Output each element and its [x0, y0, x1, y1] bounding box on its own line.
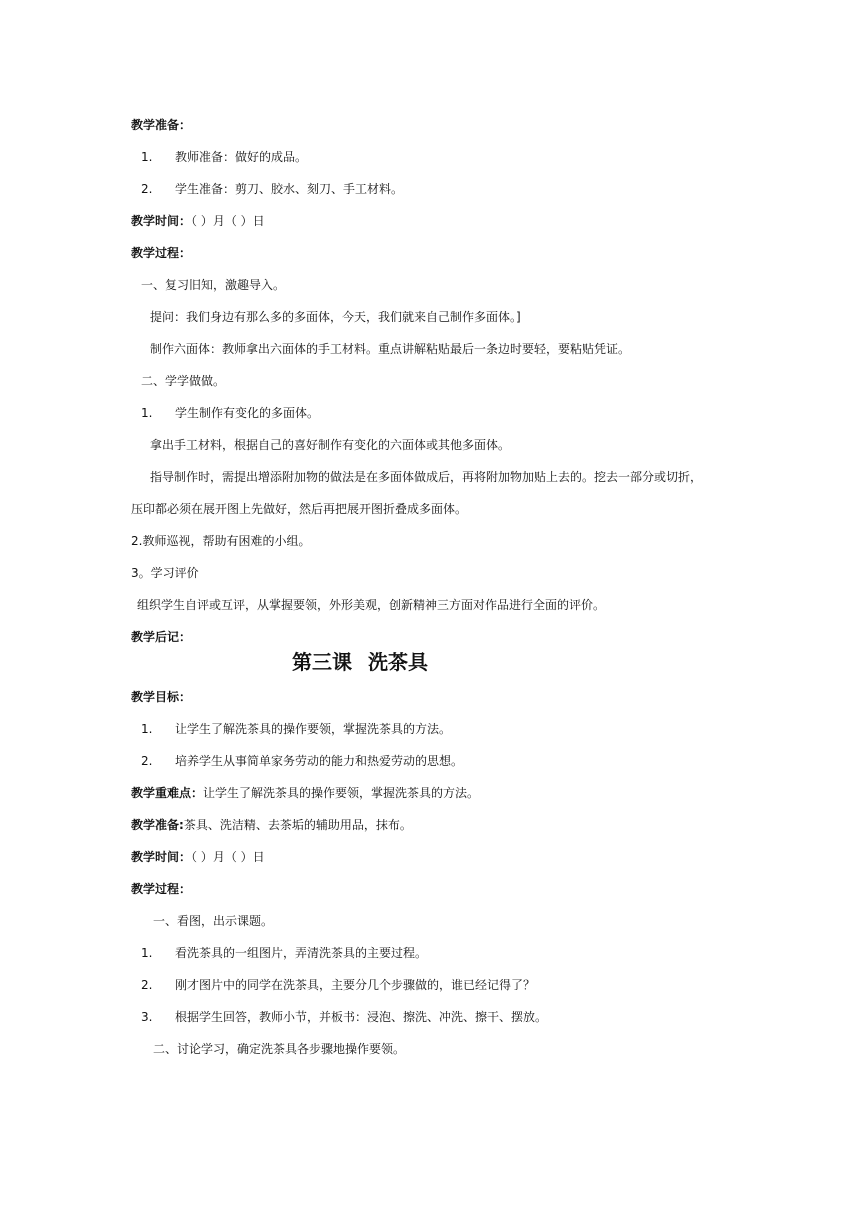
prep-item-1 — [141, 149, 307, 165]
item-number: 1. — [141, 406, 153, 420]
lesson-step-2 — [141, 977, 535, 993]
lesson-step-3 — [141, 1009, 547, 1025]
item-number: 2. — [141, 182, 153, 196]
item-text: 教师准备：做好的成品。 — [175, 150, 308, 164]
item-text: 学生准备：剪刀、胶水、刻刀、手工材料。 — [175, 182, 404, 196]
lesson-step-1 — [141, 945, 427, 961]
notes-label: 教学后记： — [131, 630, 192, 644]
key-text: 让学生了解洗茶具的操作要领，掌握洗茶具的方法。 — [203, 786, 480, 800]
item-number: 1. — [141, 946, 153, 960]
lesson-time-line — [131, 849, 265, 865]
prep-item-2 — [141, 181, 403, 197]
key-line — [131, 785, 479, 801]
step-heading-2: 二、学学做做。 — [141, 374, 226, 388]
lesson-prep-label: 教学准备: — [131, 818, 184, 832]
sub-item-1 — [141, 405, 319, 421]
lesson-time-value: （ ）月（ ）日 — [191, 850, 265, 864]
lesson-prep-text: 茶具、洗洁精、去茶垢的辅助用品，抹布。 — [183, 818, 412, 832]
goal-item-1 — [141, 721, 451, 737]
time-label: 教学时间： — [131, 214, 192, 228]
paragraph-make: 制作六面体：教师拿出六面体的手工材料。重点讲解粘贴最后一条边时要轻，要粘贴凭证。 — [150, 342, 631, 356]
paragraph-guide-line1: 指导制作时，需提出增添附加物的做法是在多面体做成后，再将附加物加贴上去的。挖去一部分或切折， — [150, 470, 703, 484]
sub-item-2: 2.教师巡视，帮助有困难的小组。 — [131, 534, 311, 548]
item-text: 看洗茶具的一组图片，弄清洗茶具的主要过程。 — [175, 946, 428, 960]
item-text: 培养学生从事简单家务劳动的能力和热爱劳动的思想。 — [175, 754, 464, 768]
goal-item-2 — [141, 753, 463, 769]
lesson-prep-line — [131, 817, 412, 833]
item-number: 2. — [141, 754, 153, 768]
lesson-step-heading-1: 一、看图，出示课题。 — [153, 914, 274, 928]
key-label: 教学重难点： — [131, 786, 204, 800]
item-number: 3. — [141, 1010, 153, 1024]
time-value: （ ）月（ ）日 — [191, 214, 265, 228]
paragraph-question: 提问：我们身边有那么多的多面体，今天，我们就来自己制作多面体。] — [150, 310, 521, 324]
item-number: 1. — [141, 722, 153, 736]
lesson-number: 第三课 — [292, 650, 352, 674]
lesson-name: 洗茶具 — [368, 650, 428, 674]
process-label: 教学过程： — [131, 246, 192, 260]
lesson-title — [292, 648, 428, 676]
paragraph-take: 拿出手工材料，根据自己的喜好制作有变化的六面体或其他多面体。 — [150, 438, 511, 452]
lesson-time-label: 教学时间： — [131, 850, 192, 864]
item-number: 2. — [141, 978, 153, 992]
lesson-step-heading-2: 二、讨论学习，确定洗茶具各步骤地操作要领。 — [153, 1042, 406, 1056]
step-heading-1: 一、复习旧知，激趣导入。 — [141, 278, 286, 292]
sub-item-3: 3。学习评价 — [131, 566, 199, 580]
time-line — [131, 213, 265, 229]
item-number: 1. — [141, 150, 153, 164]
lesson-process-label: 教学过程： — [131, 882, 192, 896]
item-text: 学生制作有变化的多面体。 — [175, 406, 320, 420]
item-text: 根据学生回答，教师小节，并板书：浸泡、擦洗、冲洗、擦干、摆放。 — [175, 1010, 548, 1024]
item-text: 让学生了解洗茶具的操作要领，掌握洗茶具的方法。 — [175, 722, 452, 736]
paragraph-guide-line2: 压印都必须在展开图上先做好，然后再把展开图折叠成多面体。 — [131, 502, 468, 516]
paragraph-eval: 组织学生自评或互评，从掌握要领，外形美观，创新精神三方面对作品进行全面的评价。 — [137, 598, 606, 612]
prep-label: 教学准备： — [131, 118, 192, 132]
goal-label: 教学目标： — [131, 690, 192, 704]
item-text: 刚才图片中的同学在洗茶具，主要分几个步骤做的，谁已经记得了？ — [175, 978, 536, 992]
